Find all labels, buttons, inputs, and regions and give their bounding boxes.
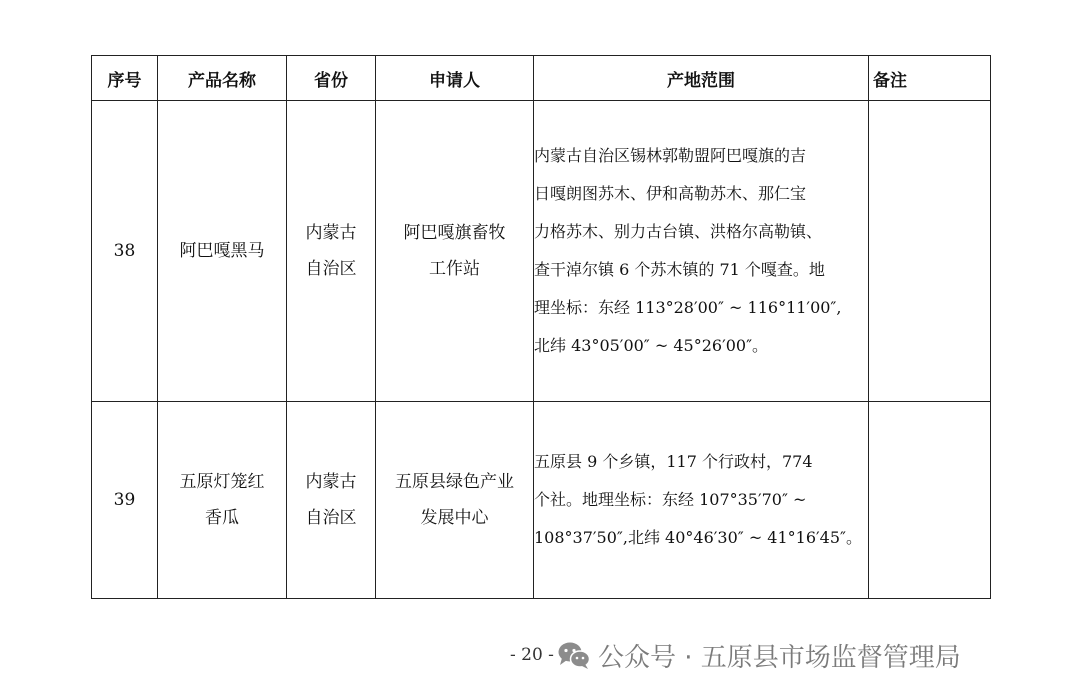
product-name-line: 阿巴嘎黑马 <box>179 241 265 261</box>
table-row <box>92 402 991 599</box>
area-line: 理坐标：东经 113°28′00″ ~ 116°11′00″, <box>534 298 842 317</box>
applicant-line: 发展中心 <box>420 508 489 528</box>
applicant-line: 五原县绿色产业 <box>395 472 514 492</box>
area-line: 内蒙古自治区锡林郭勒盟阿巴嘎旗的吉 <box>534 146 807 165</box>
product-name-line: 五原灯笼红 <box>179 472 265 492</box>
province-line: 自治区 <box>305 259 357 279</box>
cell-applicant <box>376 101 534 402</box>
table-row <box>92 101 991 402</box>
province-line: 内蒙古 <box>305 223 357 243</box>
header-production-area: 产地范围 <box>534 56 869 101</box>
page-number: - 20 - <box>510 645 554 665</box>
header-product-name: 产品名称 <box>158 56 287 101</box>
cell-province <box>287 402 376 599</box>
applicant-line: 阿巴嘎旗畜牧 <box>403 223 506 243</box>
header-serial-no: 序号 <box>92 56 158 101</box>
table-header-row <box>92 56 991 101</box>
area-line: 北纬 43°05′00″ ~ 45°26′00″。 <box>534 336 769 355</box>
cell-applicant <box>376 402 534 599</box>
header-applicant: 申请人 <box>376 56 534 101</box>
cell-remark <box>869 402 991 599</box>
area-line: 查干淖尔镇 6 个苏木镇的 71 个嘎查。地 <box>534 260 825 279</box>
province-line: 内蒙古 <box>305 472 357 492</box>
header-remark: 备注 <box>869 56 991 101</box>
cell-production-area <box>534 101 869 402</box>
product-table <box>91 55 991 599</box>
cell-production-area <box>534 402 869 599</box>
product-name-line: 香瓜 <box>205 508 239 528</box>
cell-province <box>287 101 376 402</box>
area-line: 力格苏木、别力古台镇、洪格尔高勒镇、 <box>534 222 823 241</box>
cell-serial-no: 39 <box>92 402 158 599</box>
wechat-icon <box>556 640 592 670</box>
province-line: 自治区 <box>305 508 357 528</box>
applicant-line: 工作站 <box>429 259 480 279</box>
header-province: 省份 <box>287 56 376 101</box>
area-line: 日嘎朗图苏木、伊和高勒苏木、那仁宝 <box>534 184 807 203</box>
area-line: 五原县 9 个乡镇，117 个行政村，774 <box>534 452 813 471</box>
cell-product-name <box>158 402 287 599</box>
cell-product-name <box>158 101 287 402</box>
cell-remark <box>869 101 991 402</box>
cell-serial-no: 38 <box>92 101 158 402</box>
area-line: 108°37′50″,北纬 40°46′30″ ~ 41°16′45″。 <box>534 528 862 547</box>
page-footer <box>510 638 961 672</box>
area-line: 个社。地理坐标：东经 107°35′70″ ~ <box>534 490 807 509</box>
official-account-name: 公众号 · 五原县市场监督管理局 <box>597 642 961 673</box>
